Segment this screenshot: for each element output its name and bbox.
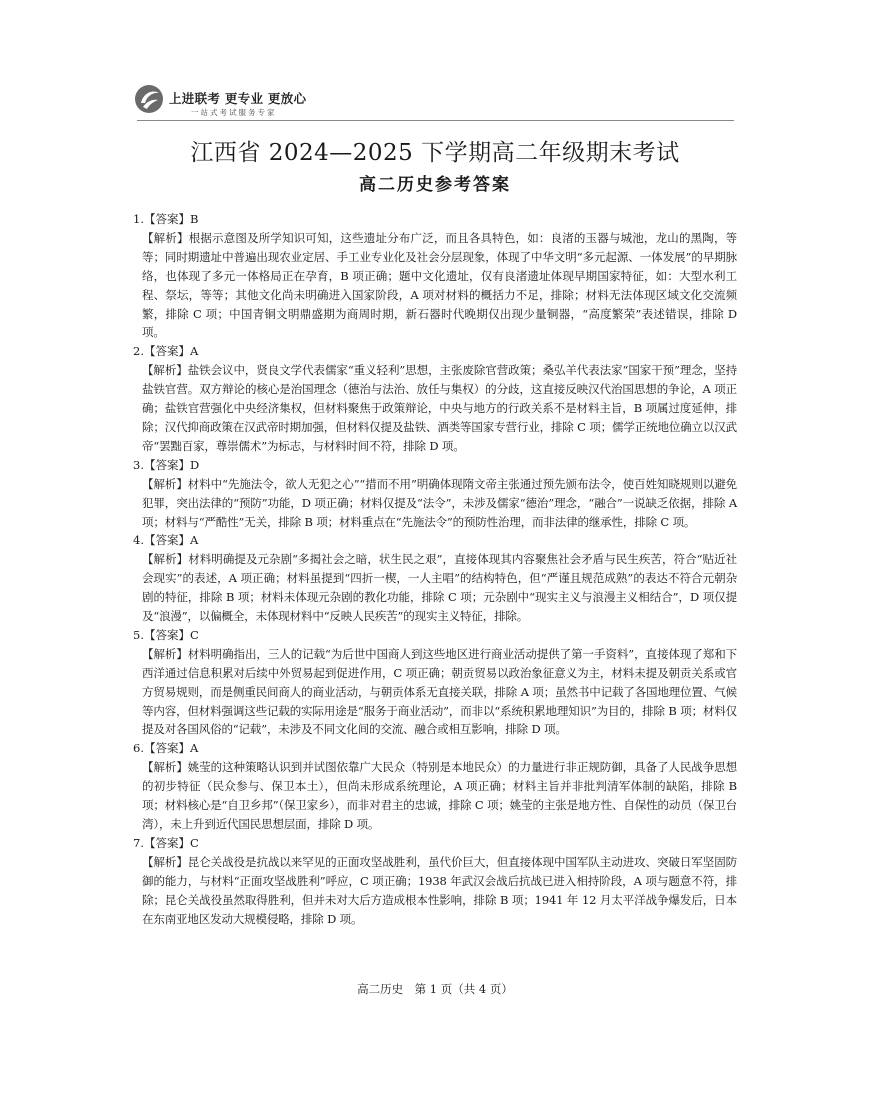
brand-tagline: 一站式考试服务专家 — [191, 108, 277, 117]
analysis-text: 【解析】材料明确提及元杂剧“多揭社会之暗，状生民之艰”，直接体现其内容聚焦社会矛盾与民生疾苦，符合“贴近社会现实”的表述，A 项正确；材料虽提到“四折一楔，一人主唱”的结构特色，但“严谨且规范成熟”的表达不符合元朝杂剧的特征，排除 B 项；材料未体现元杂剧的教化功能，排除 C 项；元杂剧中“现实主义与浪漫主义相结合”，D 项仅提及“浪漫”，以偏概全，未体现材料中“反映人民疾苦”的现实主义特征，排除。 — [142, 552, 737, 624]
answer-line: 3.【答案】D — [133, 457, 200, 472]
analysis-text: 【解析】根据示意图及所学知识可知，这些遗址分布广泛，而且各具特色，如：良渚的玉器与城池，龙山的黑陶，等等；同时期遗址中普遍出现农业定居、手工业专业化及社会分层现象，体现了中华文明“多元起源、一体发展”的早期脉络，也体现了多元一体格局正在孕育，B 项正确；题中文化遗址，仅有良渚遗址体现早期国家特征，如：大型水利工程、祭坛，等等；其他文化尚未明确进入国家阶段，A 项对材料的概括力不足，排除；材料无法体现区域文化交流频繁，排除 C 项；中国青铜文明鼎盛期为商周时期，新石器时代晚期仅出现少量铜器，“高度繁荣”表述错误，排除 D 项。 — [142, 230, 737, 340]
analysis-text: 【解析】材料明确指出，三人的记载“为后世中国商人到这些地区进行商业活动提供了第一手资料”，直接体现了郑和下西洋通过信息积累对后续中外贸易起到促进作用，C 项正确；朝贡贸易以政治象征意义为主，材料未提及朝贡关系或官方贸易规则，而是侧重民间商人的商业活动，与朝贡体系无直接关联，排除 A 项；虽然书中记载了各国地理位置、气候等内容，但材料强调这些记载的实际用途是“服务于商业活动”，而非以“系统积累地理知识”为目的，排除 B 项；材料仅提及对各国风俗的“记载”，未涉及不同文化间的交流、融合或相互影响，排除 D 项。 — [142, 646, 737, 737]
answer-line: 2.【答案】A — [133, 344, 199, 359]
answer-item-1 — [133, 210, 737, 342]
answer-line: 6.【答案】A — [133, 741, 199, 756]
answer-line: 7.【答案】C — [133, 835, 199, 850]
answer-item-2 — [133, 342, 737, 455]
answer-item-3 — [133, 456, 737, 532]
brand-slogan: 上进联考 更专业 更放心 — [169, 91, 307, 106]
answer-list — [133, 210, 737, 928]
answer-line: 5.【答案】C — [133, 627, 199, 642]
analysis-text: 【解析】材料中“先施法令，欲人无犯之心”“措而不用”明确体现隋文帝主张通过预先颁布法令，使百姓知晓规则以避免犯罪，突出法律的“预防”功能，D 项正确；材料仅提及“法令”，未涉及儒家“德治”理念，“融合”一说缺乏依据，排除 A 项；材料与“严酷性”无关，排除 B 项；材料重点在“先施法令”的预防性治理，而非法律的继承性，排除 C 项。 — [142, 476, 737, 529]
header-divider — [137, 120, 734, 121]
answer-item-7 — [133, 834, 737, 929]
brand-header — [133, 83, 353, 125]
brand-logo-icon — [133, 83, 165, 115]
answer-item-6 — [133, 739, 737, 834]
answer-item-5 — [133, 626, 737, 739]
answer-line: 4.【答案】A — [133, 533, 199, 548]
page-footer: 高二历史 第 1 页（共 4 页） — [357, 982, 513, 996]
analysis-text: 【解析】昆仑关战役是抗战以来罕见的正面攻坚战胜利，虽代价巨大，但直接体现中国军队主动进攻、突破日军坚固防御的能力，与材料“正面攻坚战胜利”呼应，C 项正确；1938 年武汉会战后抗战已进入相持阶段，A 项与题意不符，排除；昆仑关战役虽然取得胜利，但并未对大后方造成根本性影响，排除 B 项；1941 年 12 月太平洋战争爆发后，日本在东南亚地区发动大规模侵略，排除 D 项。 — [142, 854, 737, 926]
analysis-text: 【解析】姚莹的这种策略认识到并试图依靠广大民众（特别是本地民众）的力量进行非正规防御，具备了人民战争思想的初步特征（民众参与、保卫本土），但尚未形成系统理论，A 项正确；材料主旨并非批判清军体制的缺陷，排除 B 项；材料核心是“自卫乡邦”（保卫家乡），而非对君主的忠诚，排除 C 项；姚莹的主张是地方性、自保性的动员（保卫台湾），未上升到近代国民思想层面，排除 D 项。 — [142, 760, 737, 831]
answer-key-subtitle: 高二历史参考答案 — [359, 175, 511, 195]
exam-title: 江西省 2024—2025 下学期高二年级期末考试 — [190, 140, 680, 166]
answer-item-4 — [133, 531, 737, 626]
analysis-text: 【解析】盐铁会议中，贤良文学代表儒家“重义轻利”思想，主张废除官营政策；桑弘羊代表法家“国家干预”理念，坚持盐铁官营。双方辩论的核心是治国理念（德治与法治、放任与集权）的分歧，这直接反映汉代治国思想的争论，A 项正确；盐铁官营强化中央经济集权，但材料聚焦于政策辩论，中央与地方的行政关系不是材料主旨，B 项属过度延伸，排除；汉代抑商政策在汉武帝时期加强，但材料仅提及盐铁、酒类等国家专营行业，排除 C 项；儒学正统地位确立以汉武帝“罢黜百家，尊崇儒术”为标志，与材料时间不符，排除 D 项。 — [142, 363, 737, 453]
answer-line: 1.【答案】B — [133, 212, 199, 226]
